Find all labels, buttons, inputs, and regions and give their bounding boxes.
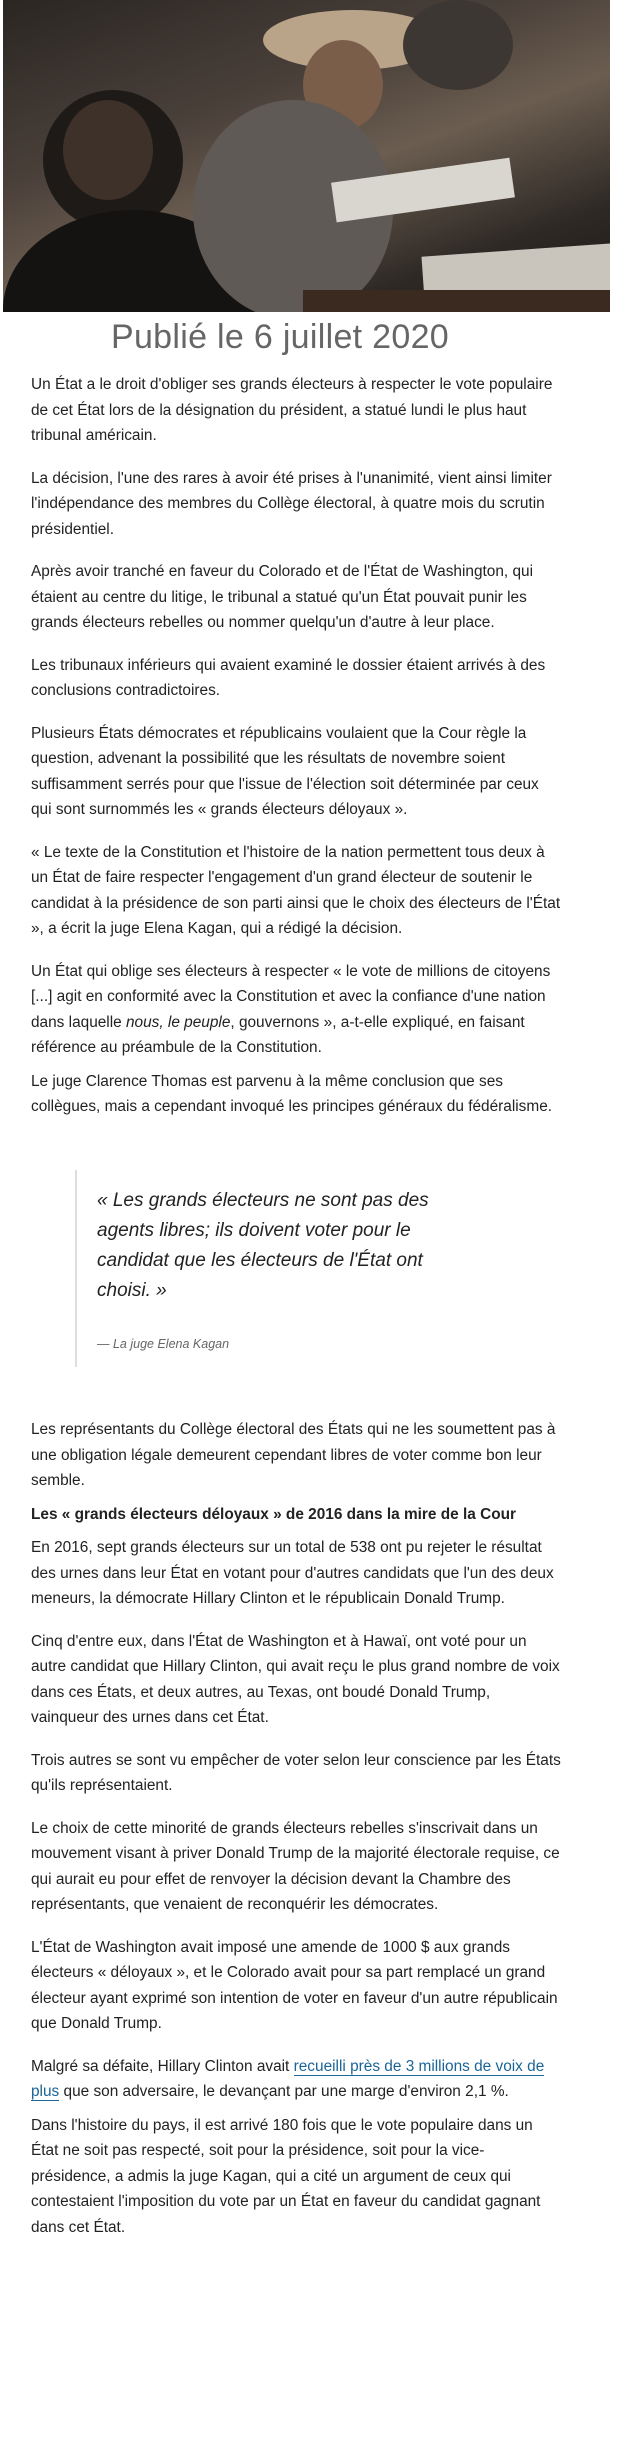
italic-text: nous, le peuple: [125, 1013, 231, 1031]
article-photo: [3, 0, 610, 312]
paragraph: [31, 959, 561, 1061]
quote-text: « Les grands électeurs ne sont pas des agents libres; ils doivent voter pour le candidat que les électeurs de l'État ont choisi. »: [97, 1189, 429, 1301]
paragraph: Les représentants du Collège électoral des États qui ne les soumettent pas à une obligation légale demeurent cependant libres de voter comme bon leur semble.: [31, 1421, 556, 1489]
paragraph: Trois autres se sont vu empêcher de voter selon leur conscience par les États qu'ils représentaient.: [31, 1751, 561, 1794]
paragraph: Plusieurs États démocrates et républicains voulaient que la Cour règle la question, advenant la possibilité que les résultats de novembre soient suffisamment serrés pour que l'issue de l'élection soit déterminée par ceux qui sont surnommés les « grands électeurs déloyaux ».: [31, 724, 539, 818]
section-heading: Les « grands électeurs déloyaux » de 2016 dans la mire de la Cour: [31, 1505, 517, 1523]
quote-attribution: — La juge Elena Kagan: [97, 1336, 230, 1351]
paragraph: Le juge Clarence Thomas est parvenu à la même conclusion que ses collègues, mais a cependant invoqué les principes généraux du fédéralisme.: [31, 1072, 553, 1115]
text: que son adversaire, le devançant par une marge d'environ 2,1 %.: [59, 2083, 509, 2100]
paragraph: L'État de Washington avait imposé une amende de 1000 $ aux grands électeurs « déloyaux », et le Colorado avait pour sa part remplacé un grand électeur ayant exprimé son intention de voter en faveur d'un autre républicain que Donald Trump.: [31, 1938, 558, 2032]
paragraph: Dans l'histoire du pays, il est arrivé 180 fois que le vote populaire dans un État ne soit pas respecté, soit pour la présidence, soit pour la vice-présidence, a admis la juge Kagan, qui a cité un argument de ceux qui contestaient l'imposition du vote par un État en faveur du candidat gagnant dans cet État.: [31, 2116, 541, 2236]
text: Malgré sa défaite, Hillary Clinton avait: [31, 2057, 294, 2075]
text: , gouvernons », a-t-elle expliqué, en faisant référence au préambule de la Constitution.: [31, 1013, 525, 1056]
paragraph: Cinq d'entre eux, dans l'État de Washington et à Hawaï, ont voté pour un autre candidat que Hillary Clinton, qui avait reçu le plus grand nombre de voix dans ces États, et deux autres, au Texas, ont boudé Donald Trump, vainqueur des urnes dans cet État.: [31, 1632, 560, 1726]
paragraph: [31, 2054, 561, 2105]
pull-quote: [75, 1170, 467, 1368]
paragraph: Le choix de cette minorité de grands électeurs rebelles s'inscrivait dans un mouvement visant à priver Donald Trump de la majorité électorale requise, ce qui aurait eu pour effet de renvoyer la décision devant la Chambre des représentants, que venaient de reconquérir les démocrates.: [31, 1819, 560, 1913]
paragraph: Après avoir tranché en faveur du Colorado et de l'État de Washington, qui étaient au centre du litige, le tribunal a statué qu'un État pouvait punir les grands électeurs rebelles ou nommer quelqu'un d'autre à leur place.: [31, 563, 534, 631]
votes-link[interactable]: recueilli près de 3 millions de voix de plus: [31, 2057, 545, 2100]
paragraph: Les tribunaux inférieurs qui avaient examiné le dossier étaient arrivés à des conclusions contradictoires.: [31, 656, 546, 699]
paragraph: « Le texte de la Constitution et l'histoire de la nation permettent tous deux à un État de faire respecter l'engagement d'un grand électeur de soutenir le candidat à la présidence de son parti ainsi que le choix des électeurs de l'État », a écrit la juge Elena Kagan, qui a rédigé la décision.: [31, 843, 561, 937]
paragraph: En 2016, sept grands électeurs sur un total de 538 ont pu rejeter le résultat des urnes dans leur État en votant pour d'autres candidats que l'un des deux meneurs, la démocrate Hillary Clinton et le républicain Donald Trump.: [31, 1539, 554, 1607]
text: Un État qui oblige ses électeurs à respecter « le vote de millions de citoyens [...] agit en conformité avec la Constitution et avec la confiance d'une nation dans laquelle: [31, 962, 551, 1031]
paragraph: Un État a le droit d'obliger ses grands électeurs à respecter le vote populaire de cet État lors de la désignation du président, a statué lundi le plus haut tribunal américain.: [31, 376, 553, 444]
paragraph: La décision, l'une des rares à avoir été prises à l'unanimité, vient ainsi limiter l'indépendance des membres du Collège électoral, à quatre mois du scrutin présidentiel.: [31, 469, 552, 538]
publication-date: Publié le 6 juillet 2020: [111, 318, 449, 356]
article-body: [31, 372, 561, 2257]
